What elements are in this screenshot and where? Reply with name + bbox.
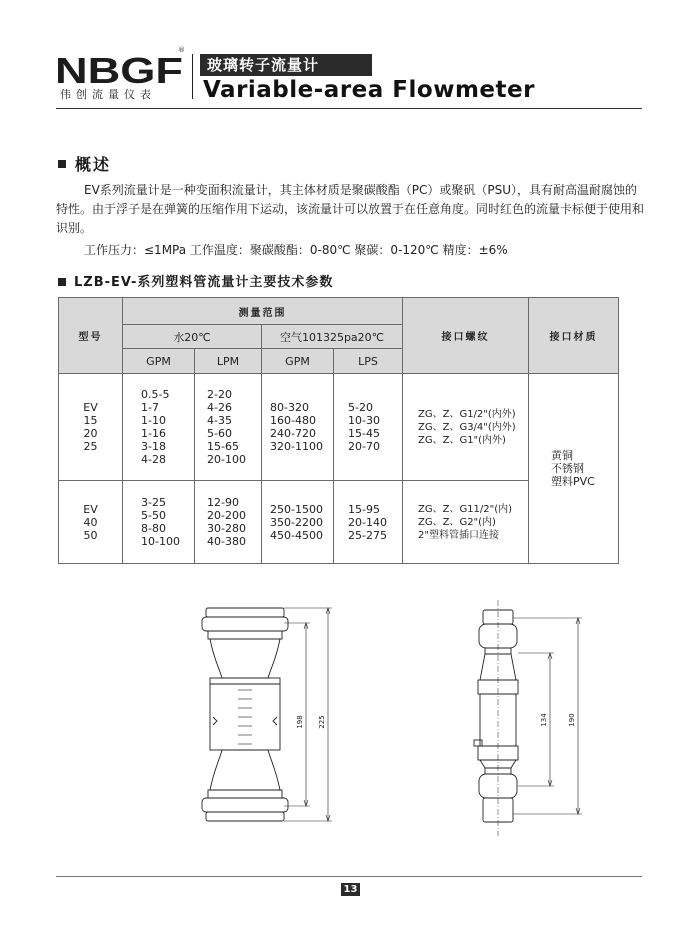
cell-line: 50 [83, 528, 98, 542]
cell-line: 1-10 [141, 414, 166, 427]
logo-wordmark: NBGF [55, 52, 183, 88]
cell-line: 2"塑料管插口连接 [418, 529, 499, 541]
bullet-square [58, 278, 66, 286]
header-gpm: GPM [123, 349, 195, 374]
header-lps: LPS [334, 349, 403, 374]
overview-heading: 概述 [75, 155, 112, 174]
cell-water-gpm [123, 481, 195, 564]
cell-line: 240-720 [270, 427, 316, 440]
company-logo [55, 52, 190, 88]
cell-air-lps [334, 481, 403, 564]
cell-line: 3-18 [141, 440, 166, 453]
table-row [59, 374, 619, 481]
cell-line: 5-60 [207, 427, 232, 440]
spec-table [58, 297, 619, 564]
en-title: Variable-area Flowmeter [203, 77, 535, 103]
cell-line: 20-100 [207, 453, 246, 466]
cell-line: 40 [83, 515, 98, 529]
spec-line: 工作压力：≤1MPa 工作温度：聚碳酸酯：0-80℃ 聚碳：0-120℃ 精度：±6% [84, 243, 508, 257]
cell-line: ZG、Z、G11/2"(内) [418, 503, 513, 515]
cell-line: 40-380 [207, 535, 246, 548]
cell-line: ZG、Z、G1/2"(内外) [418, 408, 516, 420]
side-view-drawing [474, 600, 582, 836]
cell-line: 1-7 [141, 401, 159, 414]
cell-line: 30-280 [207, 522, 246, 535]
cell-line: 5-50 [141, 509, 166, 522]
cell-water-gpm [123, 374, 195, 481]
cell-line: 4-28 [141, 453, 166, 466]
cell-line: 250-1500 [270, 502, 323, 516]
cell-line: ZG、Z、G1"(内外) [418, 434, 506, 446]
header-rule [56, 108, 642, 109]
front-view-drawing [202, 608, 332, 821]
cell-model [59, 481, 123, 564]
cell-material [529, 374, 619, 564]
cell-air-gpm [262, 481, 334, 564]
cell-line: 黄铜 [551, 449, 573, 462]
cell-line: 20-200 [207, 509, 246, 522]
cell-line: 15 [83, 414, 98, 427]
cell-line: 25 [83, 440, 98, 453]
overview-paragraph: EV系列流量计是一种变面积流量计，其主体材质是聚碳酸酯（PC）或聚矾（PSU），具有耐高温耐腐蚀的特性。由于浮子是在弹簧的压缩作用下运动，该流量计可以放置于在任意角度。同时红色的流量卡标便于使用和识别。 [56, 183, 645, 235]
header-material: 接口材质 [529, 298, 619, 374]
cell-line: 80-320 [270, 401, 309, 414]
cell-line: 10-100 [141, 535, 180, 548]
cell-line: 15-95 [348, 502, 380, 516]
cell-connection [403, 374, 529, 481]
bullet-square [58, 160, 66, 168]
cell-line: 20-70 [348, 440, 380, 453]
cell-water-lpm [195, 481, 262, 564]
cell-line: ZG、Z、G2"(内) [418, 516, 496, 528]
front-dim-198: 198 [296, 715, 304, 729]
cell-connection [403, 481, 529, 564]
cell-line: 0.5-5 [141, 388, 170, 401]
cell-line: 不锈钢 [551, 462, 584, 475]
header-connection: 接口螺纹 [403, 298, 529, 374]
cell-line: 25-275 [348, 528, 387, 542]
cell-line: 20 [83, 427, 98, 440]
registered-mark: ® [178, 46, 185, 54]
cell-line: 2-20 [207, 388, 232, 401]
cell-line: 15-45 [348, 427, 380, 440]
logo-subtitle: 伟创流量仪表 [60, 88, 156, 101]
table-heading: LZB-EV-系列塑料管流量计主要技术参数 [74, 275, 334, 290]
side-dim-190: 190 [568, 713, 576, 727]
cell-air-lps [334, 374, 403, 481]
cell-line: 160-480 [270, 414, 316, 427]
front-dim-225: 225 [318, 715, 326, 729]
cell-line: 5-20 [348, 401, 373, 414]
cell-line: 10-30 [348, 414, 380, 427]
side-dim-134: 134 [540, 713, 548, 727]
header-air-gpm: GPM [262, 349, 334, 374]
cell-line: EV [83, 502, 98, 516]
header-range: 测量范围 [123, 298, 403, 325]
cell-line: 320-1100 [270, 440, 323, 453]
cell-line: 15-65 [207, 440, 239, 453]
header-model: 型号 [59, 298, 123, 374]
cell-line: ZG、Z、G3/4"(内外) [418, 421, 516, 433]
technical-drawings [180, 600, 600, 840]
cell-water-lpm [195, 374, 262, 481]
cell-model [59, 374, 123, 481]
cell-line: 450-4500 [270, 528, 323, 542]
header-lpm: LPM [195, 349, 262, 374]
header-water: 水20℃ [123, 325, 262, 349]
cell-line: 8-80 [141, 522, 166, 535]
cn-title: 玻璃转子流量计 [207, 56, 320, 74]
cell-air-gpm [262, 374, 334, 481]
page-number: 13 [343, 884, 358, 895]
footer-rule [56, 876, 642, 877]
cell-line: 1-16 [141, 427, 166, 440]
cell-line: 20-140 [348, 515, 387, 529]
cell-line: 3-25 [141, 496, 166, 509]
cell-line: 12-90 [207, 496, 239, 509]
header-air: 空气101325pa20℃ [262, 325, 403, 349]
cell-line: 4-35 [207, 414, 232, 427]
cell-line: 350-2200 [270, 515, 323, 529]
cell-line: 塑料PVC [551, 475, 595, 488]
cell-line: 4-26 [207, 401, 232, 414]
header-divider [192, 54, 193, 99]
cell-line: EV [83, 401, 98, 414]
